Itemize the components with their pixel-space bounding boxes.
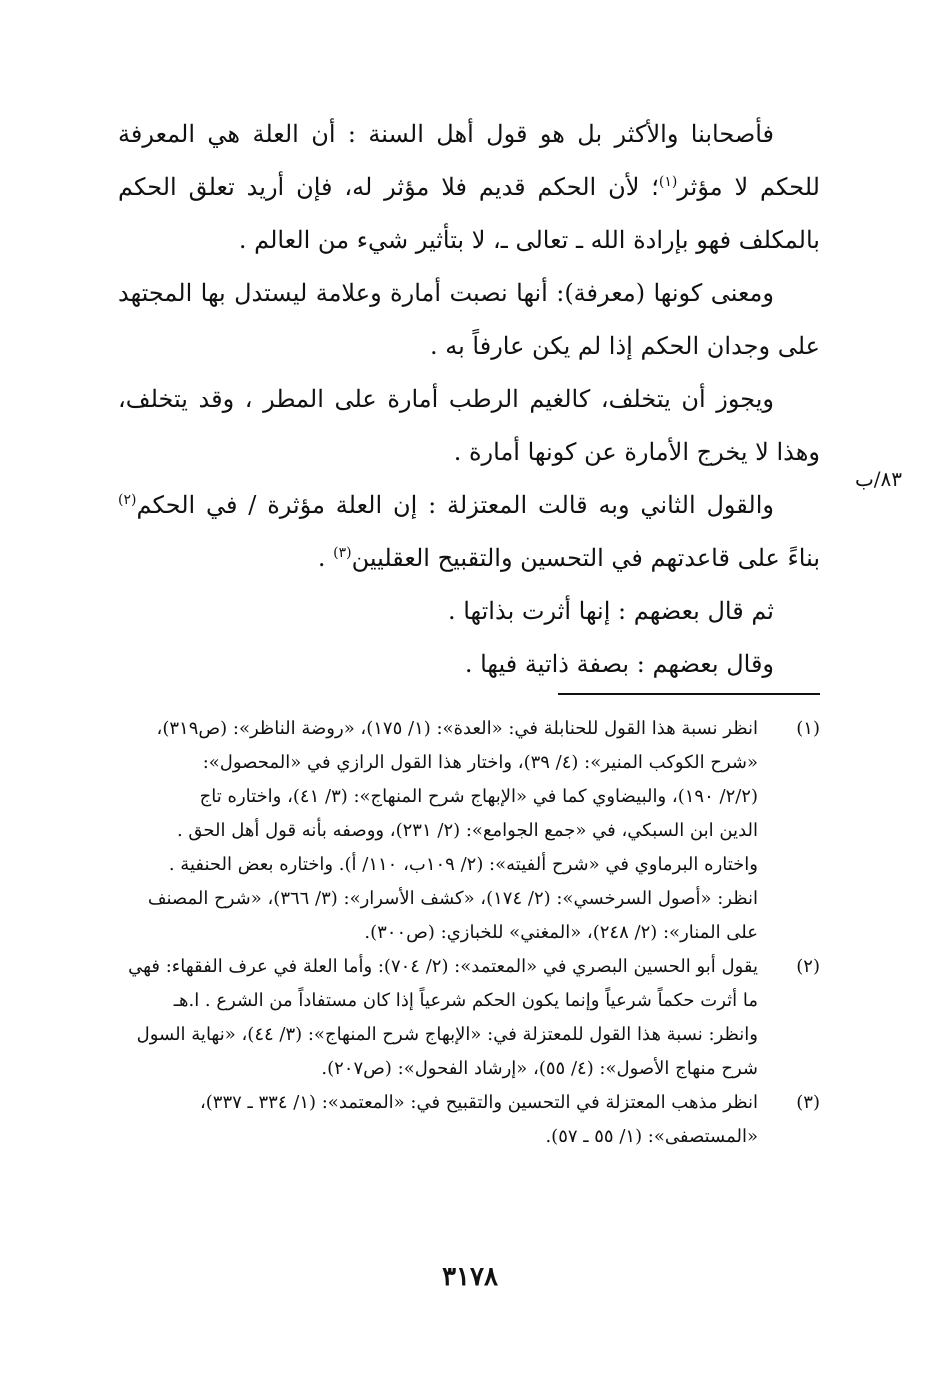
folio-margin-note: ٨٣/ب xyxy=(854,467,902,491)
paragraph-text: بناءً على قاعدتهم في التحسين والتقبيح العقليين xyxy=(351,544,820,572)
footnote-line: انظر مذهب المعتزلة في التحسين والتقبيح في: «المعتمد»: (١/ ٣٣٤ ـ ٣٣٧)، xyxy=(199,1092,758,1113)
paragraph-1 xyxy=(118,108,820,267)
paragraph-text: فأصحابنا والأكثر بل هو قول أهل السنة : أن العلة هي المعرفة للحكم لا مؤثر xyxy=(118,120,820,201)
footnote-3 xyxy=(118,1086,820,1154)
footnote-separator xyxy=(558,693,820,695)
paragraph-6: وقال بعضهم : بصفة ذاتية فيها . xyxy=(464,650,774,678)
footnote-2 xyxy=(118,950,820,1086)
footnotes xyxy=(118,712,820,1154)
footnote-number: (٢) xyxy=(796,956,820,977)
footnote-line: على المنار»: (٢/ ٢٤٨)، «المغني» للخبازي: (ص٣٠٠). xyxy=(364,922,758,943)
footnote-line: شرح منهاج الأصول»: (٤/ ٥٥)، «إرشاد الفحول»: (ص٢٠٧). xyxy=(321,1058,758,1079)
footnote-number: (٣) xyxy=(796,1092,820,1113)
footnote-line: (٢/٢/ ١٩٠)، والبيضاوي كما في «الإبهاج شرح المنهاج»: (٣/ ٤١)، واختاره تاج xyxy=(199,786,758,807)
footnote-ref-1[interactable]: (١) xyxy=(658,174,678,190)
paragraph-text: ؛ لأن الحكم قديم فلا مؤثر له، فإن أريد تعلق الحكم بالمكلف فهو بإرادة الله ـ تعالى ـ، لا بتأثير شيء من العالم . xyxy=(118,173,820,254)
paragraph-4 xyxy=(118,479,820,585)
footnote-line: واختاره البرماوي في «شرح ألفيته»: (٢/ ١٠٩ب، ١١٠/ أ). واختاره بعض الحنفية . xyxy=(168,854,758,875)
paragraph-text: والقول الثاني وبه قالت المعتزلة : إن العلة مؤثرة / في الحكم xyxy=(136,491,774,519)
footnote-1 xyxy=(118,712,820,950)
footnote-line: «شرح الكوكب المنير»: (٤/ ٣٩)، واختار هذا القول الرازي في «المحصول»: xyxy=(202,752,758,773)
page-number: ٣١٧٨ xyxy=(442,1262,498,1292)
footnote-line: «المستصفى»: (١/ ٥٥ ـ ٥٧). xyxy=(545,1126,758,1147)
main-text xyxy=(118,108,820,691)
footnote-line: انظر نسبة هذا القول للحنابلة في: «العدة»: (١/ ١٧٥)، «روضة الناظر»: (ص٣١٩)، xyxy=(156,718,758,739)
footnote-line: يقول أبو الحسين البصري في «المعتمد»: (٢/ ٧٠٤): وأما العلة في عرف الفقهاء: فهي xyxy=(128,956,758,977)
footnote-line: وانظر: نسبة هذا القول للمعتزلة في: «الإبهاج شرح المنهاج»: (٣/ ٤٤)، «نهاية السول xyxy=(136,1024,758,1045)
footnote-line: ما أثرت حكماً شرعياً وإنما يكون الحكم شرعياً إذا كان مستفاداً من الشرع . ا.هـ xyxy=(173,990,758,1011)
paragraph-text: . xyxy=(317,544,334,572)
footnote-line: الدين ابن السبكي، في «جمع الجوامع»: (٢/ ٢٣١)، ووصفه بأنه قول أهل الحق . xyxy=(176,820,758,841)
footnote-number: (١) xyxy=(796,718,820,739)
paragraph-2: ومعنى كونها (معرفة): أنها نصبت أمارة وعلامة ليستدل بها المجتهد على وجدان الحكم إذا لم يكن عارفاً به . xyxy=(118,279,820,360)
footnote-ref-2[interactable]: (٢) xyxy=(118,492,137,508)
footnote-line: انظر: «أصول السرخسي»: (٢/ ١٧٤)، «كشف الأسرار»: (٣/ ٣٦٦)، «شرح المصنف xyxy=(147,888,758,909)
paragraph-3: ويجوز أن يتخلف، كالغيم الرطب أمارة على المطر ، وقد يتخلف، وهذا لا يخرج الأمارة عن كونها أمارة . xyxy=(118,385,820,466)
footnote-ref-3[interactable]: (٣) xyxy=(333,545,352,561)
paragraph-5: ثم قال بعضهم : إنها أثرت بذاتها . xyxy=(447,597,774,625)
